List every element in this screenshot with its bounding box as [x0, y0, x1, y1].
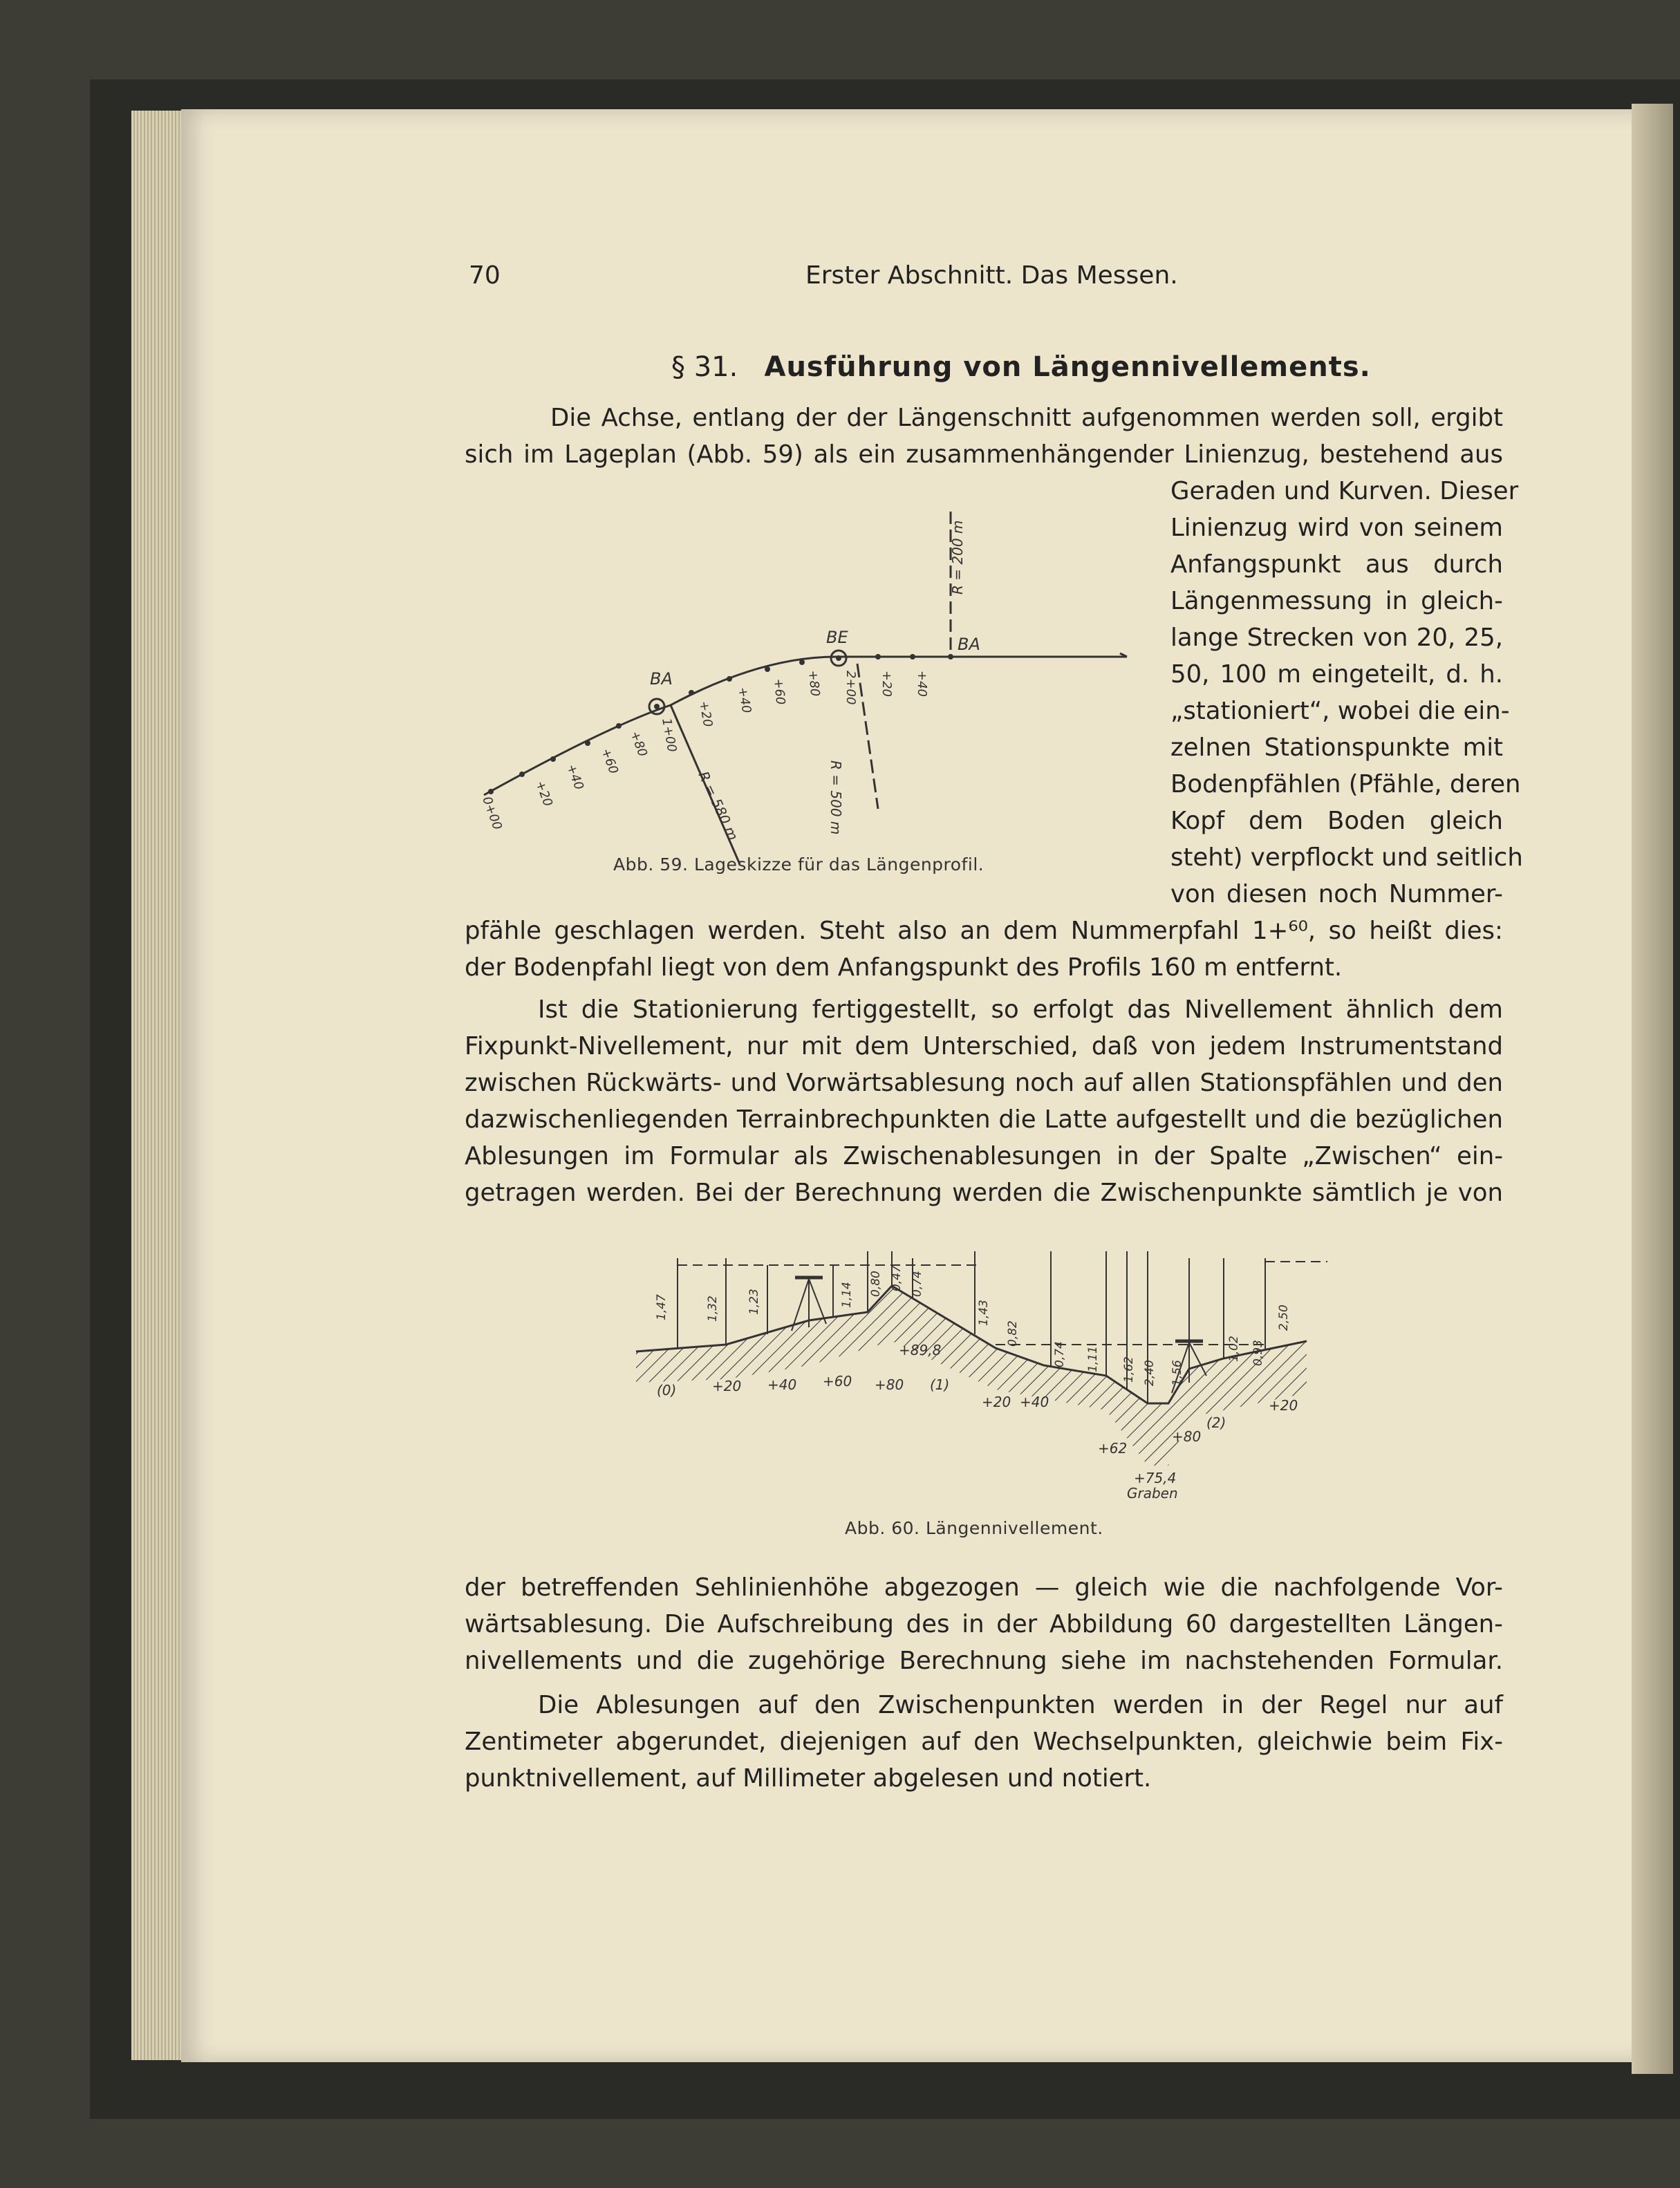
reading-label: 1,11	[1086, 1346, 1100, 1372]
text-line: Geraden und Kurven. Dieser	[1170, 477, 1519, 505]
text-line: nivellements und die zugehörige Berechnung siehe im nachstehenden Formular.	[465, 1647, 1503, 1675]
station-label: (0)	[657, 1382, 677, 1399]
text-line: wärtsablesung. Die Aufschreibung des in der Abbildung 60 dargestellten Längen-	[465, 1610, 1503, 1638]
reading-label: 1,02	[1227, 1336, 1241, 1362]
reading-label: 1,32	[706, 1296, 720, 1322]
text-line: Anfangspunkt aus durch	[1170, 550, 1503, 579]
station-label: +20	[712, 1378, 742, 1394]
text-line: Die Achse, entlang der der Längenschnitt aufgenommen werden soll, ergibt	[550, 404, 1503, 432]
station-label: +40	[735, 686, 754, 715]
text-line: Linienzug wird von seinem	[1170, 514, 1503, 542]
station-label: 1+00	[659, 717, 680, 754]
station-label: +40	[563, 762, 587, 792]
station-label: +62	[1098, 1440, 1128, 1457]
station-label: 0+00	[479, 794, 505, 832]
station-label: +20	[879, 671, 894, 697]
station-label: 2+00	[843, 671, 858, 705]
text-line: Ablesungen im Formular als Zwischenablesungen in der Spalte „Zwischen“ ein-	[465, 1142, 1503, 1170]
reading-label: 0,74	[1053, 1341, 1067, 1367]
label-ba-right: BA	[958, 635, 980, 654]
text-line: von diesen noch Nummer-	[1170, 880, 1503, 908]
station-label: (2)	[1206, 1414, 1226, 1431]
text-line: Fixpunkt-Nivellement, nur mit dem Unterschied, daß von jedem Instrumentstand	[465, 1032, 1503, 1060]
text-line: Längenmessung in gleich-	[1170, 587, 1503, 615]
station-label: +20	[696, 700, 716, 729]
figure-60-caption: Abb. 60. Längennivellement.	[845, 1518, 1103, 1538]
station-label: +89,8	[899, 1342, 942, 1358]
text-line: „stationiert“, wobei die ein-	[1170, 697, 1510, 725]
reading-label: 2,50	[1277, 1305, 1291, 1331]
reading-label: 1,23	[747, 1289, 761, 1315]
label-r200: R = 200 m	[949, 520, 966, 595]
station-label: +40	[767, 1376, 797, 1393]
section-number: § 31.	[671, 351, 738, 383]
text-line: dazwischenliegenden Terrainbrechpunkten die Latte aufgestellt und die bezüglichen	[465, 1105, 1503, 1134]
label-r500: R = 500 m	[828, 760, 844, 835]
reading-label: 1,14	[840, 1282, 854, 1308]
label-ba-left: BA	[650, 669, 673, 689]
station-label: (1)	[930, 1376, 950, 1393]
reading-label: 1,56	[1170, 1360, 1184, 1386]
station-label: +80	[805, 669, 823, 698]
text-line: zwischen Rückwärts- und Vorwärtsablesung noch auf allen Stationspfählen und den	[465, 1069, 1503, 1097]
station-label: +20	[982, 1394, 1011, 1410]
reading-label: 1,43	[977, 1300, 991, 1326]
page-edges	[131, 111, 187, 2060]
reading-label: 2,40	[1143, 1360, 1157, 1386]
reading-label: 0,93	[1251, 1340, 1265, 1366]
station-label: +20	[1269, 1397, 1298, 1414]
text-line: punktnivellement, auf Millimeter abgelesen und notiert.	[465, 1764, 1152, 1793]
label-be: BE	[826, 628, 848, 647]
figure-60-profile	[622, 1244, 1355, 1507]
graben-label: Graben	[1127, 1485, 1178, 1502]
page-number: 70	[469, 261, 501, 290]
station-label: +80	[875, 1376, 904, 1393]
text-line: 50, 100 m eingeteilt, d. h.	[1170, 660, 1503, 689]
reading-label: 0,82	[1006, 1320, 1020, 1347]
section-heading	[671, 351, 1371, 383]
text-line: der Bodenpfahl liegt von dem Anfangspunkt des Profils 160 m entfernt.	[465, 953, 1343, 982]
reading-label: 1,62	[1122, 1356, 1136, 1383]
station-label: +60	[598, 746, 622, 776]
radius-line-500	[857, 664, 878, 809]
station-label: +80	[1172, 1428, 1202, 1445]
next-page-edge	[1632, 104, 1673, 2074]
station-label: +40	[915, 671, 929, 697]
station-label: +60	[823, 1373, 852, 1390]
text-line: Die Ablesungen auf den Zwischenpunkten werden in der Regel nur auf	[538, 1691, 1503, 1719]
text-line: lange Strecken von 20, 25,	[1170, 624, 1503, 652]
text-line: sich im Lageplan (Abb. 59) als ein zusammenhängender Linienzug, bestehend aus	[465, 440, 1503, 469]
reading-label: 0,74	[911, 1271, 924, 1297]
station-label: +80	[627, 729, 651, 759]
text-line: Bodenpfählen (Pfähle, deren	[1170, 770, 1521, 798]
label-r580: R = 580 m	[695, 768, 742, 843]
text-line: steht) verpflockt und seitlich	[1170, 843, 1523, 872]
text-line: der betreffenden Sehlinienhöhe abgezogen — gleich wie die nachfolgende Vor-	[465, 1573, 1503, 1602]
figure-59-site-sketch	[470, 498, 1161, 864]
text-line: Kopf dem Boden gleich	[1170, 807, 1503, 835]
reading-label: 0,80	[869, 1271, 883, 1297]
reading-label: 0,47	[890, 1265, 904, 1291]
section-title: Ausführung von Längennivellements.	[764, 351, 1371, 383]
station-label: +20	[532, 778, 556, 809]
running-title: Erster Abschnitt. Das Messen.	[805, 261, 1178, 290]
station-label: +75,4	[1134, 1470, 1177, 1486]
text-line: getragen werden. Bei der Berechnung werden die Zwischenpunkte sämtlich je von	[465, 1179, 1503, 1207]
text-line: Zentimeter abgerundet, diejenigen auf den Wechselpunkten, gleichwie beim Fix-	[465, 1728, 1503, 1756]
station-label: +40	[1020, 1394, 1049, 1410]
reading-label: 1,47	[655, 1294, 669, 1320]
station-label: +60	[771, 677, 788, 706]
text-line: pfähle geschlagen werden. Steht also an dem Nummerpfahl 1+⁶⁰, so heißt dies:	[465, 917, 1503, 945]
text-line: zelnen Stationspunkte mit	[1170, 733, 1503, 762]
text-line: Ist die Stationierung fertiggestellt, so erfolgt das Nivellement ähnlich dem	[538, 995, 1503, 1024]
figure-59-caption: Abb. 59. Lageskizze für das Längenprofil.	[613, 854, 984, 875]
